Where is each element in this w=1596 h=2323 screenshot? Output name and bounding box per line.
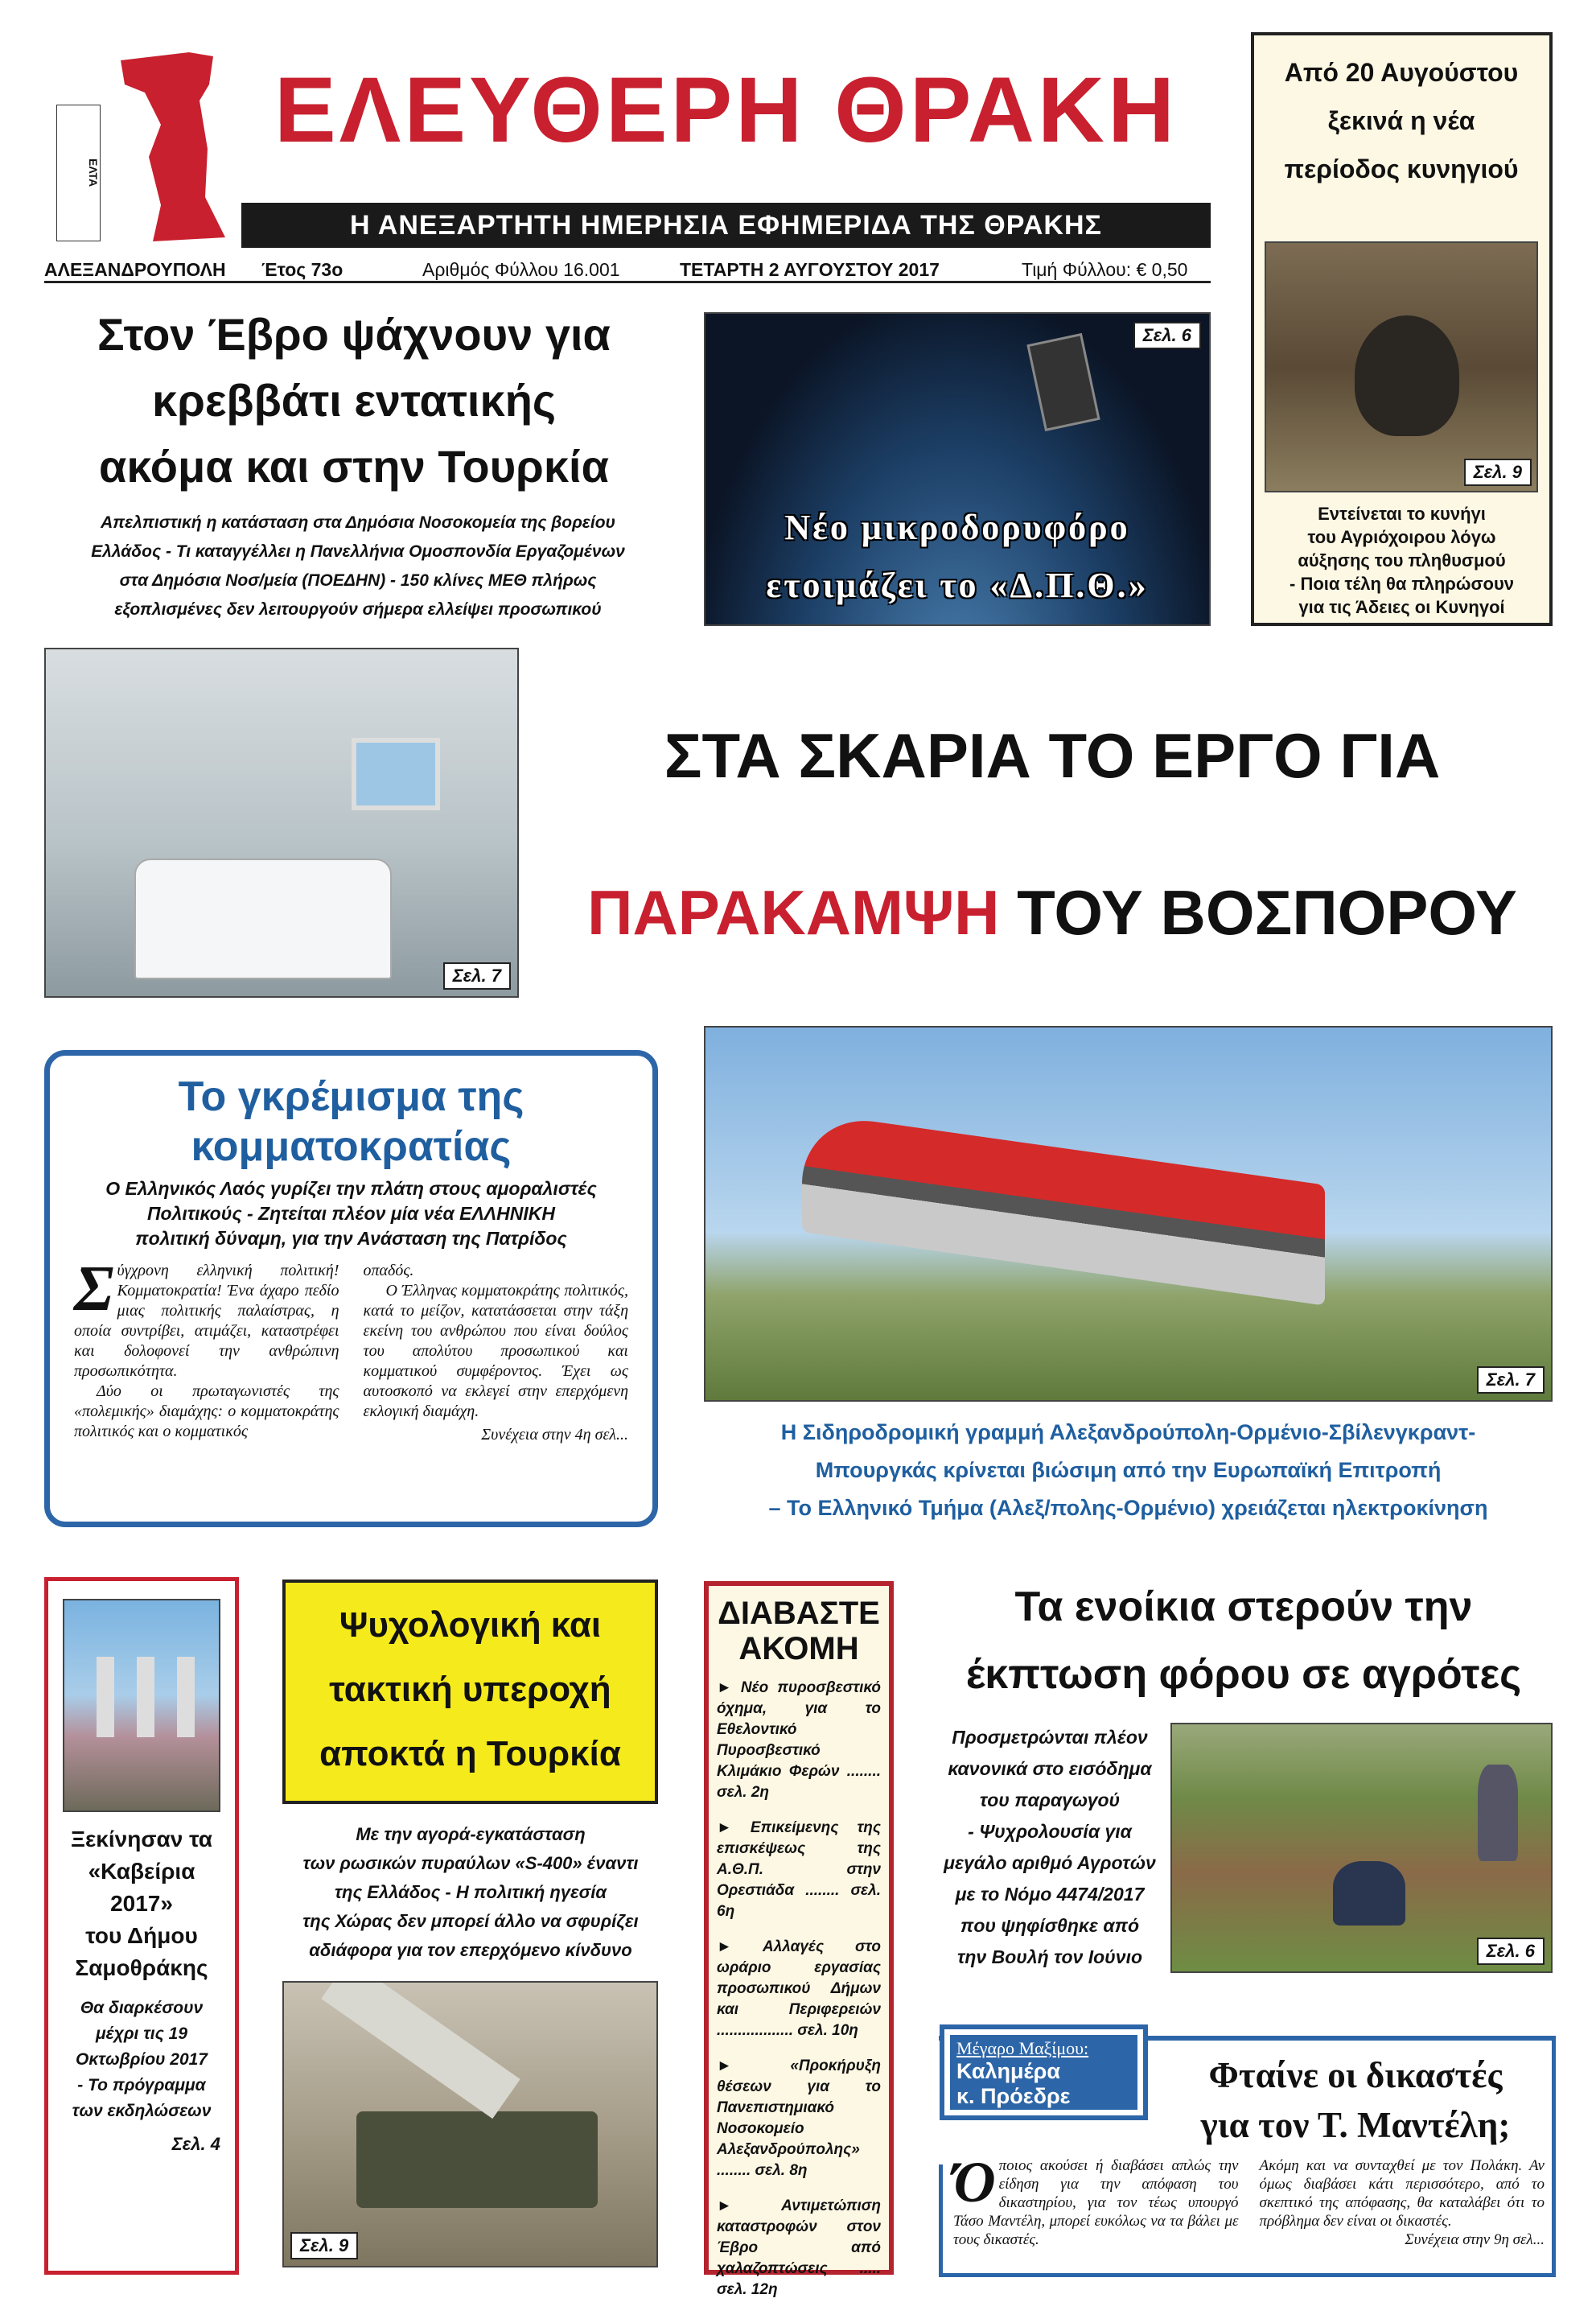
- hunting-headline: Από 20 Αυγούστου ξεκινά η νέα περίοδος κυνηγιού: [1284, 58, 1519, 183]
- mantelis-frame-left: [939, 2164, 943, 2277]
- city: ΑΛΕΞΑΝΔΡΟΥΠΟΛΗ: [44, 259, 226, 280]
- ancient-ruins-photo: [63, 1599, 220, 1812]
- turkey-headline: Ψυχολογική και τακτική υπεροχή αποκτά η Τουρκία: [319, 1605, 621, 1773]
- train-caption: Η Σιδηροδρομική γραμμή Αλεξανδρούπολη-Ορμένιο-Σβίλενγκραντ- Μπουργκάς κρίνεται βιώσιμη από την Ευρωπαϊκή Επιτροπή – Το Ελληνικό Τμήμα (Αλεξ/πολης-Ορμένιο) χρειάζεται ηλεκτροκίνηση: [768, 1420, 1488, 1520]
- read-more-item[interactable]: ► «Προκήρυξη θέσεων για το Πανεπιστημιακό Νοσοκομείο Αλεξανδρούπολης» ........ σελ. 8η: [717, 2057, 881, 2179]
- issue-info-line: [44, 259, 1211, 283]
- postal-stamp: ΕΛΤΑ: [56, 105, 101, 241]
- maximos-tag-text: Καλημέρα κ. Πρόεδρε: [956, 2059, 1071, 2108]
- train-shape: [802, 1111, 1325, 1305]
- rent-summary: Προσμετρώνται πλέον κανονικά στο εισόδημα του παραγωγού - Ψυχρολουσία για μεγάλο αριθμό Αγροτών με το Νόμο 4474/2017 που ψηφίσθηκε από την Βουλή τον Ιούνιο: [944, 1727, 1156, 1967]
- farmer-shape: [1333, 1861, 1405, 1926]
- newspaper-subtitle-bar: Η ΑΝΕΞΑΡΤΗΤΗ ΗΜΕΡΗΣΙΑ ΕΦΗΜΕΡΙΔΑ ΤΗΣ ΘΡΑΚΗΣ: [241, 203, 1211, 248]
- issue-number: Αριθμός Φύλλου 16.001: [422, 259, 620, 280]
- dropcap: Σ: [74, 1254, 114, 1324]
- column-shape: [177, 1657, 195, 1737]
- partisanship-headline: Το γκρέμισμα της κομματοκρατίας: [178, 1073, 524, 1170]
- maximos-tag-top: Μέγαρο Μαξίμου:: [956, 2038, 1089, 2058]
- cubesat-shape: [1026, 333, 1100, 431]
- partisanship-subtitle: Ο Ελληνικός Λαός γυρίζει την πλάτη στους αμοραλιστές Πολιτικούς - Ζητείται πλέον μία νέα ΕΛΛΗΝΙΚΗ πολιτική δύναμη, για την Ανάσταση της Πατρίδος: [105, 1178, 597, 1249]
- read-more-item[interactable]: ► Νέο πυροσβεστικό όχημα, για το Εθελοντικό Πυροσβεστικό Κλιμάκιο Φερών ........ σελ. 2η: [717, 1679, 881, 1801]
- missile-launcher-shape: [356, 2111, 598, 2208]
- nike-statue-logo: [113, 36, 233, 245]
- partisanship-article[interactable]: [44, 1050, 658, 1527]
- read-more-title: ΔΙΑΒΑΣΤΕ ΑΚΟΜΗ: [718, 1596, 880, 1666]
- page-ref: Σελ. 6: [1133, 322, 1201, 349]
- read-more-item[interactable]: ► Αλλαγές στο ωράριο εργασίας προσωπικού Δήμων και Περιφερειών .................. σελ. 10η: [717, 1938, 881, 2039]
- kabeiria-headline: Ξεκίνησαν τα «Καβείρια 2017» του Δήμου Σαμοθράκης: [70, 1827, 213, 1980]
- mantelis-body: Όποιος ακούσει ή διαβάσει απλώς την είδηση για την απόφαση του δικαστηρίου, για τον τέως υπουργό Τάσο Μαντέλη, μπορεί ευκόλως να τα βάλει με τους δικαστές. Ακόμη και να συνταχθεί με τον Πολάκη. Αν όμως διαβάσει κάτι περισσότερο, από το σκεπτικό της απόφασης, θα καταλάβει ότι το πρόβλημα δεν είναι οι δικαστές. Συνέχεια στην 9η σελ...: [953, 2150, 1545, 2248]
- mantelis-headline[interactable]: Φταίνε οι δικαστές για τον Τ. Μαντέλη;: [1200, 2055, 1511, 2145]
- main-headline[interactable]: ΣΤΑ ΣΚΑΡΙΑ ΤΟ ΕΡΓΟ ΓΙΑ ΠΑΡΑΚΑΜΨΗ ΤΟΥ ΒΟΣΠΟΡΟΥ: [587, 720, 1517, 948]
- wild-boar-photo: [1265, 241, 1538, 492]
- satellite-caption: Νέο μικροδορυφόρο ετοιμάζει το «Δ.Π.Θ.»: [766, 508, 1149, 605]
- farmers-field-photo: [1170, 1723, 1553, 1973]
- read-more-item[interactable]: ► Αντιμετώπιση καταστροφών στον Έβρο από χαλαζοπτώσεις ..... σελ. 12η: [717, 2197, 881, 2298]
- column-shape: [137, 1657, 154, 1737]
- evros-headline[interactable]: Στον Έβρο ψάχνουν για κρεββάτι εντατικής ακόμα και στην Τουρκία: [97, 309, 611, 492]
- monitor-shape: [352, 738, 440, 810]
- boar-shape: [1355, 315, 1459, 436]
- page-ref: Σελ. 4: [171, 2134, 220, 2154]
- price: Τιμή Φύλλου: € 0,50: [1022, 259, 1188, 280]
- dropcap: Ό: [953, 2150, 996, 2214]
- column-shape: [97, 1657, 114, 1737]
- rent-headline[interactable]: Τα ενοίκια στερούν την έκπτωση φόρου σε αγρότες: [965, 1584, 1522, 1698]
- read-more-box: [704, 1581, 894, 2298]
- satellite-photo[interactable]: [704, 312, 1211, 626]
- partisanship-body: Σύγχρονη ελληνική πολιτική! Κομματοκρατία! Ένα άχαρο πεδίο μιας πολιτικής παλαίστρας, η οποία συντρίβει, ατιμάζει, καταστρέφει και δολοφονεί την ανθρώπινη προσωπικότητα. Δύο οι πρωταγωνιστές της «πολεμικής» διαμάχης: ο κομματοκράτης πολιτικός και ο κομματικός οπαδός. Ο Έλληνας κομματοκράτης πολιτικός, κατά το μείζον, κατατάσσεται στην τάξη εκείνη του ανθρώπου που είναι δούλος του απολύτου προσωπικού και κομματικού συμφέροντος. Έχει ως αυτοσκοπό να εκλεγεί στην επερχόμενη εκλογική διαμάχη. Συνέχεια στην 4η σελ...: [74, 1254, 628, 1444]
- continued-link[interactable]: Συνέχεια στην 9η σελ...: [1405, 2231, 1545, 2248]
- kabeiria-summary: Θα διαρκέσουν μέχρι τις 19 Οκτωβρίου 2017 - Το πρόγραμμα των εκδηλώσεων: [72, 1999, 212, 2120]
- maximos-tag: [940, 2024, 1148, 2120]
- issue-date: ΤΕΤΑΡΤΗ 2 ΑΥΓΟΥΣΤΟΥ 2017: [680, 259, 940, 280]
- page-ref: Σελ. 6: [1477, 1938, 1545, 1965]
- page-ref: Σελ. 7: [443, 962, 511, 990]
- train-photo[interactable]: [704, 1026, 1553, 1402]
- page-ref: Σελ. 9: [1464, 459, 1532, 486]
- s400-missile-photo: [282, 1981, 658, 2267]
- page-ref: Σελ. 7: [1477, 1366, 1545, 1394]
- missile-tubes-shape: [321, 1981, 520, 2119]
- farmer-shape: [1478, 1765, 1518, 1861]
- main-headline-black: ΤΟΥ ΒΟΣΠΟΡΟΥ: [1017, 877, 1517, 948]
- bed-shape: [134, 859, 392, 979]
- read-more-item[interactable]: ► Επικείμενης της επισκέψεως της Α.Θ.Π. στην Ορεστιάδα ........ σελ. 6η: [717, 1819, 881, 1920]
- kabeiria-article[interactable]: [44, 1577, 239, 2275]
- newspaper-title: ΕΛΕΥΘΕΡΗ ΘΡΑΚΗ: [274, 59, 1178, 162]
- page-ref: Σελ. 9: [290, 2232, 358, 2259]
- turkey-summary: Με την αγορά-εγκατάσταση των ρωσικών πυραύλων «S-400» έναντι της Ελλάδος - Η πολιτική ηγεσία της Χώρας δεν μπορεί άλλο να σφυρίζει αδιάφορα για τον επερχόμενο κίνδυνο: [302, 1824, 639, 1960]
- hospital-bed-photo: [44, 648, 519, 998]
- main-headline-red: ΠΑΡΑΚΑΜΨΗ: [587, 877, 1000, 948]
- continued-link[interactable]: Συνέχεια στην 4η σελ...: [481, 1426, 628, 1444]
- evros-subtitle: Απελπιστική η κατάσταση στα Δημόσια Νοσοκομεία της βορείου Ελλάδος - Τι καταγγέλλει η Πανελλήνια Ομοσπονδία Εργαζομένων στα Δημόσια Νοσ/μεία (ΠΟΕΔΗΝ) - 150 κλίνες ΜΕΘ πλήρως εξοπλισμένες δεν λειτουργούν σήμερα ελλείψει προσωπικού: [91, 513, 625, 619]
- year: Έτος 73ο: [261, 259, 343, 280]
- hunting-summary: Εντείνεται το κυνήγι του Αγριόχοιρου λόγω αύξησης του πληθυσμού - Ποια τέλη θα πληρώσουν για τις Άδειες οι Κυνηγοί: [1290, 504, 1514, 617]
